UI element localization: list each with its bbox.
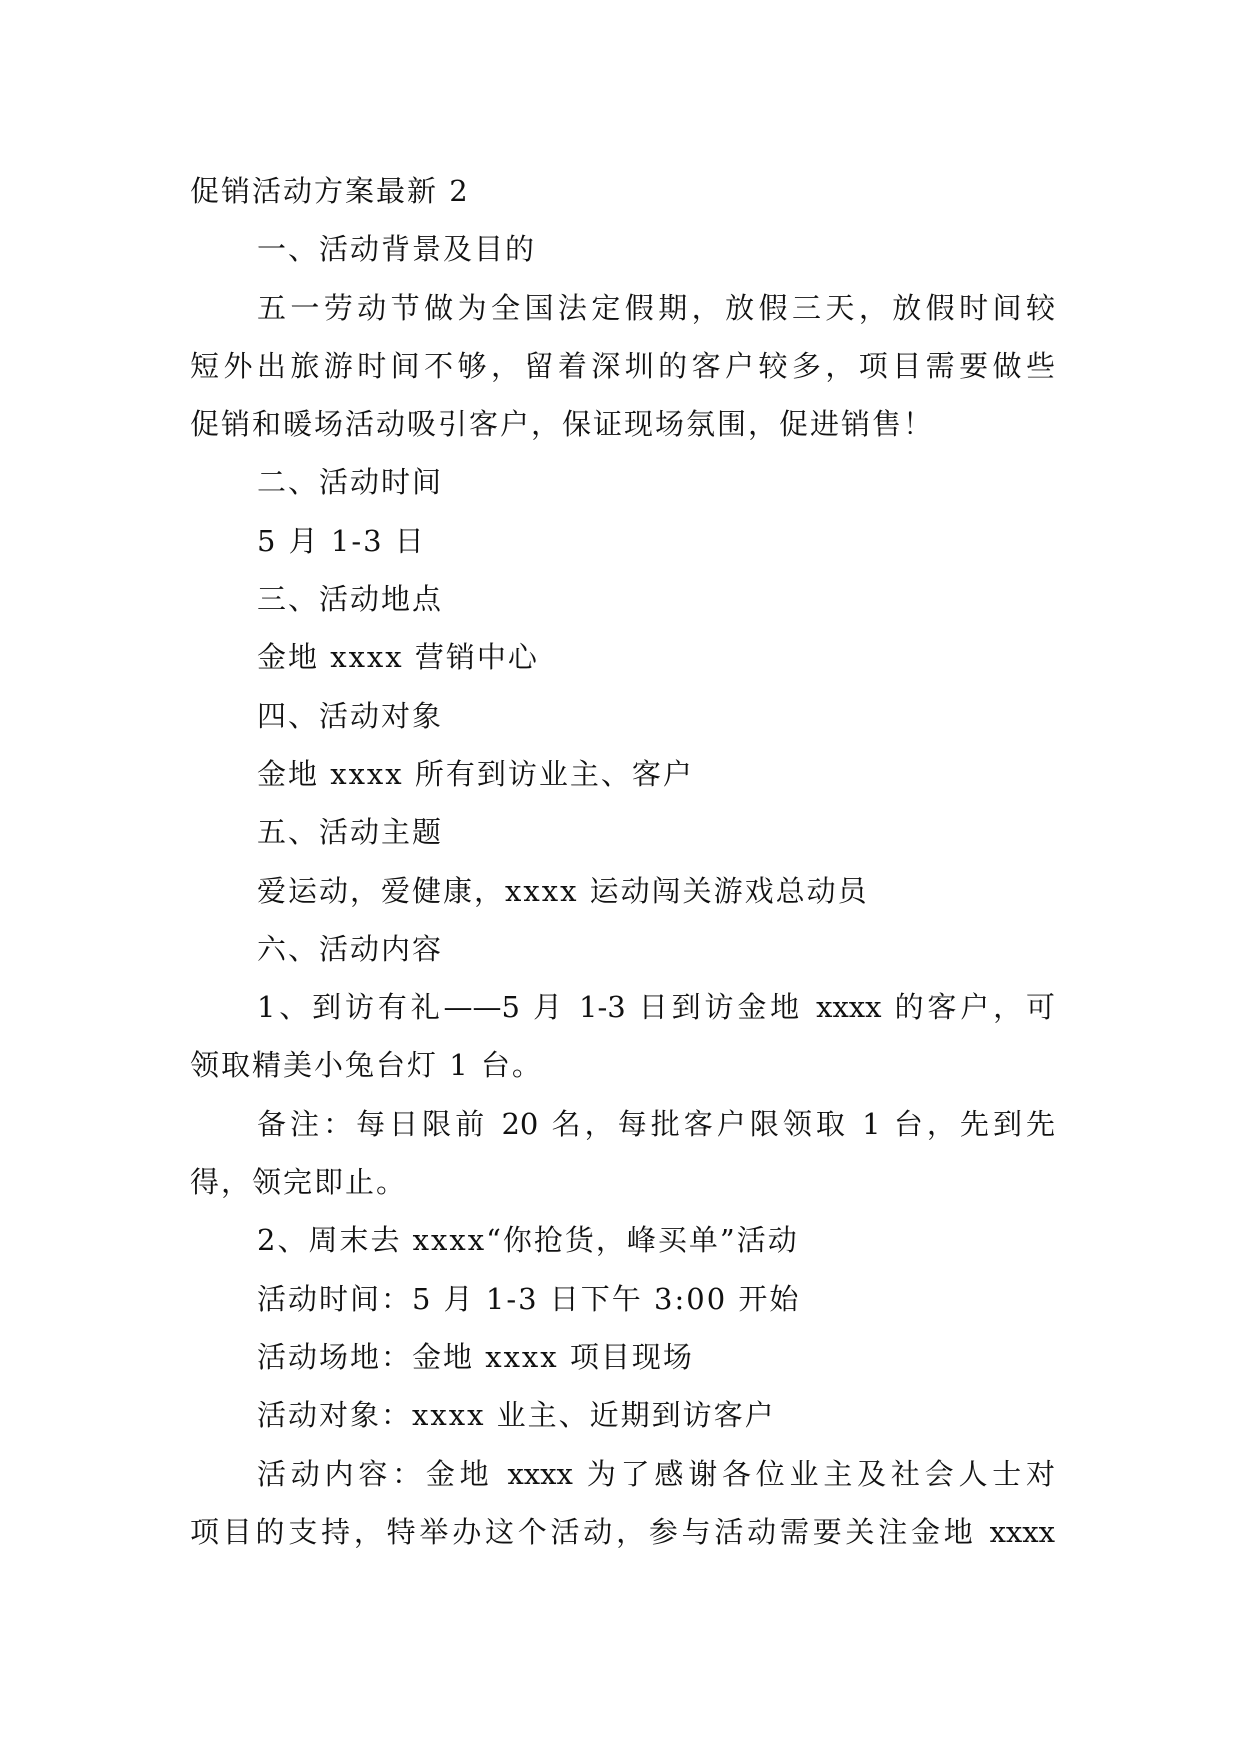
paragraph-line: 活动内容：金地 xxxx 为了感谢各位业主及社会人士对 — [257, 1456, 1055, 1491]
paragraph-line: 备注：每日限前 20 名，每批客户限领取 1 台，先到先 — [257, 1106, 1055, 1141]
paragraph-line: 短外出旅游时间不够，留着深圳的客户较多，项目需要做些 — [190, 348, 1055, 383]
paragraph-line: 项目的支持，特举办这个活动，参与活动需要关注金地 xxxx — [190, 1514, 1055, 1549]
section-heading-content: 六、活动内容 — [257, 931, 444, 966]
document-body — [190, 162, 1055, 1561]
section-heading-background: 一、活动背景及目的 — [257, 232, 537, 267]
paragraph-line: 促销和暖场活动吸引客户，保证现场氛围，促进销售！ — [190, 407, 935, 442]
paragraph-line: 活动对象：xxxx 业主、近期到访客户 — [257, 1398, 776, 1433]
document-title: 促销活动方案最新 2 — [190, 174, 470, 208]
paragraph-line: 金地 xxxx 营销中心 — [257, 640, 539, 675]
paragraph-line: 领取精美小兔台灯 1 台。 — [190, 1048, 543, 1083]
section-heading-time: 二、活动时间 — [257, 465, 444, 500]
paragraph-line: 1、到访有礼——5 月 1-3 日到访金地 xxxx 的客户，可 — [257, 990, 1055, 1025]
paragraph-line: 得，领完即止。 — [190, 1165, 408, 1200]
section-heading-theme: 五、活动主题 — [257, 815, 444, 850]
paragraph-line: 5 月 1-3 日 — [257, 523, 426, 558]
paragraph-line: 金地 xxxx 所有到访业主、客户 — [257, 756, 694, 791]
section-heading-location: 三、活动地点 — [257, 582, 444, 617]
paragraph-line: 2、周末去 xxxx“你抢货，峰买单”活动 — [257, 1223, 799, 1258]
paragraph-line: 活动场地：金地 xxxx 项目现场 — [257, 1339, 694, 1374]
section-heading-audience: 四、活动对象 — [257, 698, 444, 733]
paragraph-line: 五一劳动节做为全国法定假期，放假三天，放假时间较 — [257, 290, 1055, 325]
paragraph-line: 活动时间：5 月 1-3 日下午 3:00 开始 — [257, 1281, 801, 1316]
paragraph-line: 爱运动，爱健康，xxxx 运动闯关游戏总动员 — [257, 873, 869, 908]
